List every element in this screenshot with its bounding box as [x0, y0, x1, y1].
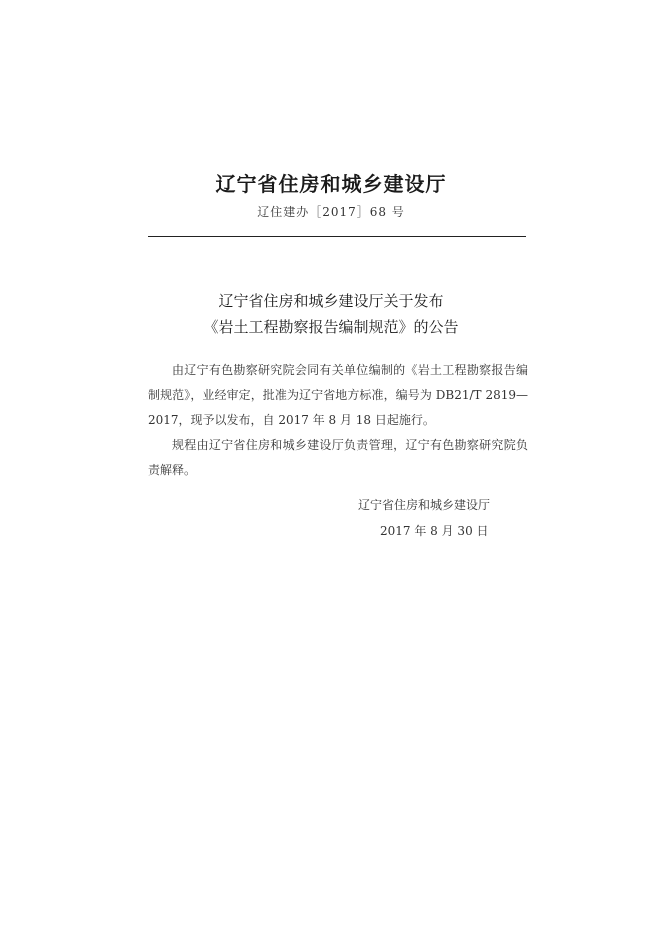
document-number: 辽住建办［2017］68 号: [257, 205, 405, 219]
header-divider: [148, 236, 526, 237]
announcement-title: [0, 288, 662, 340]
signature-organization: 辽宁省住房和城乡建设厅: [358, 498, 491, 512]
body-paragraph-1: 由辽宁有色勘察研究院会同有关单位编制的《岩土工程勘察报告编制规范》，业经审定，批准为辽宁省地方标准，编号为 DB21/T 2819—2017，现予以发布，自 2017 年 8 月 18 日起施行。: [148, 363, 528, 427]
issuer-heading: 辽宁省住房和城乡建设厅: [215, 172, 447, 196]
signature-block: [358, 492, 518, 544]
title-line-1: 辽宁省住房和城乡建设厅关于发布: [218, 292, 444, 310]
body-paragraph-2: 规程由辽宁省住房和城乡建设厅负责管理，辽宁有色勘察研究院负责解释。: [148, 438, 528, 477]
announcement-body: [148, 358, 528, 483]
title-line-2: 《岩土工程勘察报告编制规范》的公告: [203, 318, 459, 336]
signature-date: 2017 年 8 月 30 日: [380, 524, 489, 538]
